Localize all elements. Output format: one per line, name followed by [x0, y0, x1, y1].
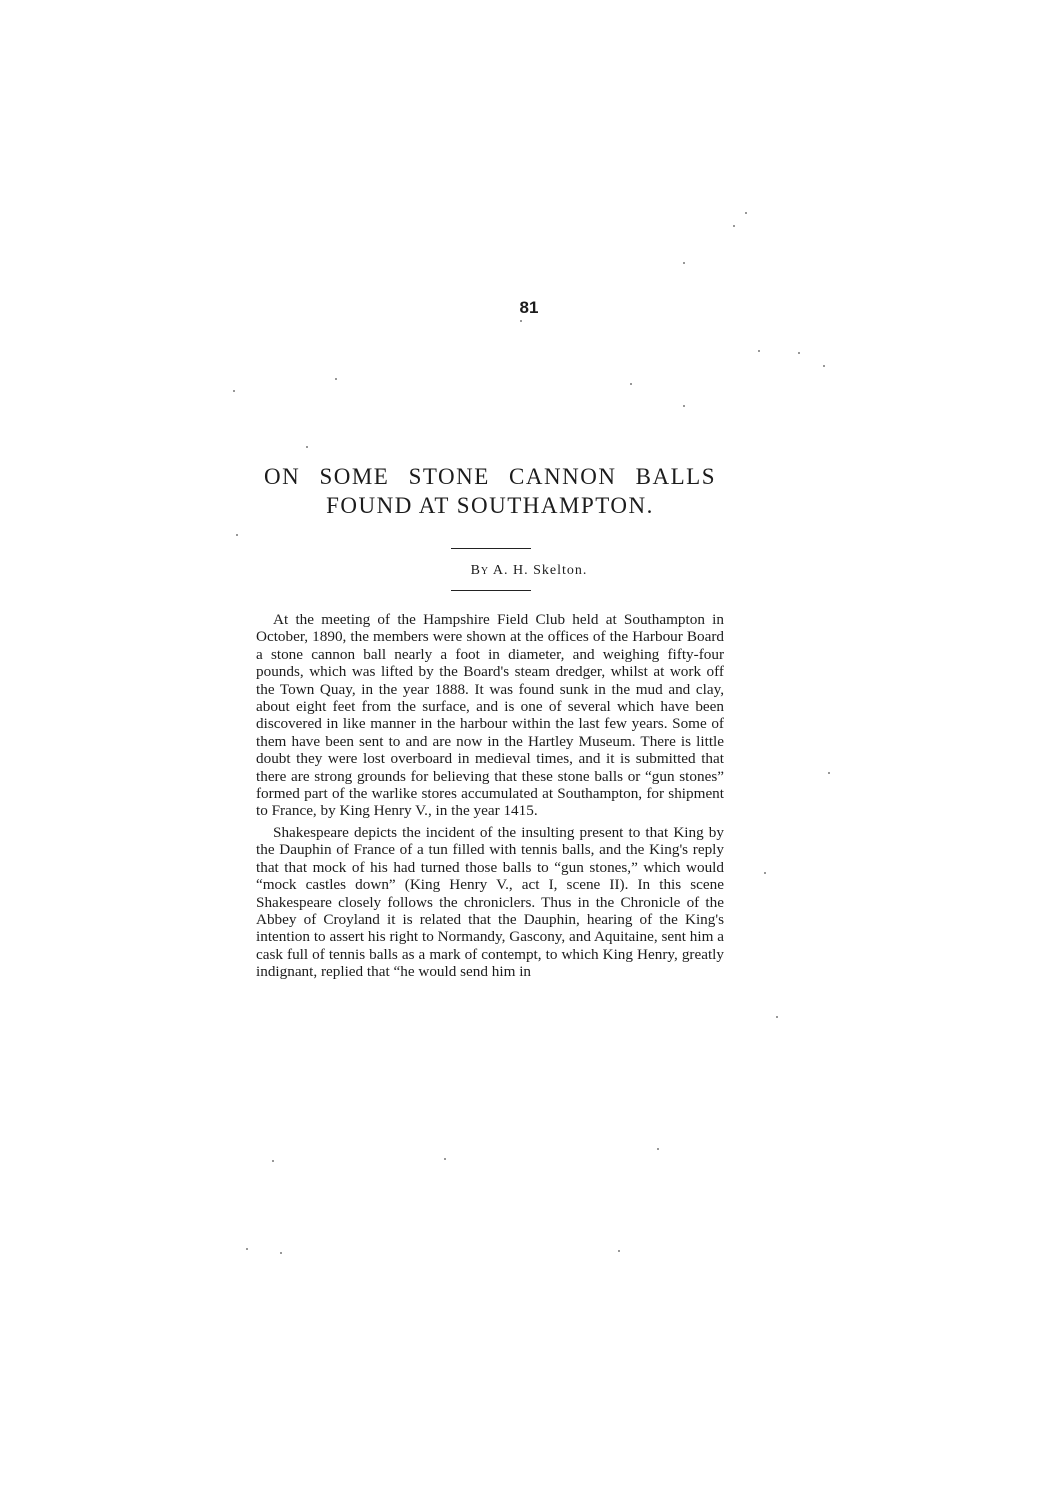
byline [0, 563, 1058, 579]
page-number: 81 [519, 298, 539, 317]
scan-speck [683, 405, 685, 407]
scan-speck [630, 383, 632, 385]
article-title-line-2: FOUND AT SOUTHAMPTON. [326, 493, 654, 518]
article-body [256, 611, 724, 985]
scan-speck [520, 320, 522, 322]
scan-speck [683, 262, 685, 264]
scan-speck [335, 378, 337, 380]
byline-prefix: By [470, 563, 490, 578]
article-title-line-1: ON SOME STONE CANNON BALLS [263, 464, 717, 489]
scan-speck [745, 212, 747, 214]
article-title [200, 462, 780, 520]
scan-speck [776, 1016, 778, 1018]
scan-speck [233, 390, 235, 392]
scan-speck [764, 872, 766, 874]
scan-speck [823, 365, 825, 367]
scan-speck [828, 772, 830, 774]
paragraph: At the meeting of the Hampshire Field Club held at Southampton in October, 1890, the members were shown at the offices of the Harbour Board a stone cannon ball nearly a foot in diameter, and weighing fifty-four pounds, which was lifted by the Board's steam dredger, whilst at work off the Town Quay, in the year 1888. It was found sunk in the mud and clay, about eight feet from the surface, and is one of several which have been discovered in like manner in the harbour within the last few years. Some of them have been sent to and are now in the Hartley Museum. There is little doubt they were lost overboard in medieval times, and it is submitted that there are strong grounds for believing that these stone balls or “gun stones” formed part of the warlike stores accumulated at Southampton, for shipment to France, by King Henry V., in the year 1415. [256, 611, 724, 820]
paragraph: Shakespeare depicts the incident of the insulting present to that King by the Dauphin of France of a tun filled with tennis balls, and the King's reply that that mock of his had turned those balls to “gun stones,” which would “mock castles down” (King Henry V., act I, scene II). In this scene Shakespeare closely follows the chroniclers. Thus in the Chronicle of the Abbey of Croyland it is related that the Dauphin, hearing of the King's intention to assert his right to Normandy, Gascony, and Aquitaine, sent him a cask full of tennis balls as a mark of contempt, to which King Henry, greatly indignant, replied that “he would send him in [256, 823, 724, 981]
scan-speck [758, 350, 760, 352]
divider-bottom [451, 590, 531, 591]
scan-speck [444, 1158, 446, 1160]
scan-speck [272, 1160, 274, 1162]
byline-author: A. H. Skelton. [492, 563, 588, 578]
scan-speck [280, 1252, 282, 1254]
scan-speck [306, 446, 308, 448]
scan-speck [618, 1250, 620, 1252]
scan-speck [657, 1148, 659, 1150]
scan-speck [236, 534, 238, 536]
scan-speck [798, 352, 800, 354]
divider-top [451, 548, 531, 549]
scan-speck [733, 225, 735, 227]
scan-speck [246, 1248, 248, 1250]
